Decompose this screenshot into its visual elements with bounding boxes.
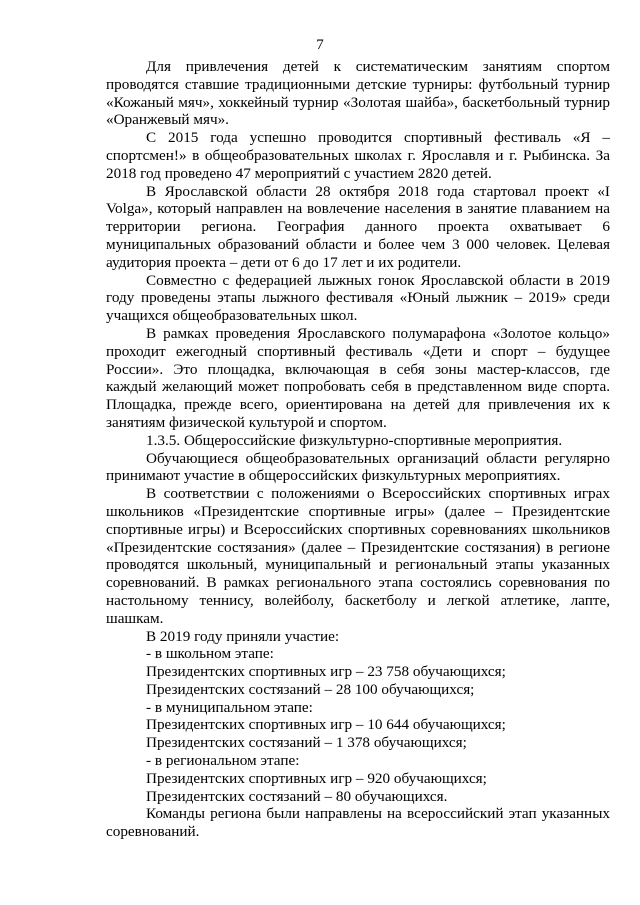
participation-intro: В 2019 году приняли участие: <box>146 627 340 645</box>
list-item: Президентских состязаний – 28 100 обучающихся; <box>146 680 475 698</box>
paragraph-sportsman-festival: С 2015 года успешно проводится спортивный фестиваль «Я – спортсмен!» в общеобразовательных школах г. Ярославля и г. Рыбинска. За 2018 год проведено 47 мероприятий с участием 2820 детей. <box>106 129 610 182</box>
list-item: Президентских спортивных игр – 23 758 обучающихся; <box>146 663 506 681</box>
list-item: Президентских спортивных игр – 10 644 обучающихся; <box>146 716 506 734</box>
paragraph-presidential-games: В соответствии с положениями о Всероссийских спортивных играх школьников «Президентские спортивные игры» (далее – Президентские спортивные игры) и Всероссийских спортивных соревнованиях школьников «Президентские состязания» (далее – Президентские состязания) в регионе проводятся школьный, муниципальный и региональный этапы указанных соревнований. В рамках регионального этапа состоялись соревнования по настольному теннису, волейболу, баскетболу и легкой атлетике, лапте, шашкам. <box>106 485 610 627</box>
list-item: Президентских состязаний – 1 378 обучающихся; <box>146 734 467 752</box>
document-body <box>106 58 610 841</box>
list-item: - в региональном этапе: <box>146 752 300 770</box>
list-item: - в муниципальном этапе: <box>146 698 313 716</box>
paragraph-all-russian-participation: Обучающиеся общеобразовательных организаций области регулярно принимают участие в общероссийских физкультурных мероприятиях. <box>106 449 610 485</box>
page-number: 7 <box>316 37 324 53</box>
section-heading-1-3-5: 1.3.5. Общероссийские физкультурно-спортивные мероприятия. <box>146 431 563 449</box>
list-item: - в школьном этапе: <box>146 645 274 663</box>
paragraph-children-tournaments: Для привлечения детей к систематическим занятиям спортом проводятся ставшие традиционными детские турниры: футбольный турнир «Кожаный мяч», хоккейный турнир «Золотая шайба», баскетбольный турнир «Оранжевый мяч». <box>106 58 610 129</box>
paragraph-closing: Команды региона были направлены на всероссийский этап указанных соревнований. <box>106 805 610 841</box>
paragraph-i-volga-project: В Ярославской области 28 октября 2018 года стартовал проект «I Volga», который направлен на вовлечение населения в занятие плаванием на территории региона. География данного проекта охватывает 6 муниципальных образований области и более чем 3 000 человек. Целевая аудитория проекта – дети от 6 до 17 лет и их родители. <box>106 182 610 271</box>
list-item: Президентских состязаний – 80 обучающихся. <box>146 787 448 805</box>
paragraph-ski-festival: Совместно с федерацией лыжных гонок Ярославской области в 2019 году проведены этапы лыжного фестиваля «Юный лыжник – 2019» среди учащихся общеобразовательных школ. <box>106 271 610 325</box>
paragraph-golden-ring-festival: В рамках проведения Ярославского полумарафона «Золотое кольцо» проходит ежегодный спортивный фестиваль «Дети и спорт – будущее России». Это площадка, включающая в себя зоны мастер-классов, где каждый желающий может попробовать себя в представленном виде спорта. Площадка, прежде всего, ориентирована на детей для привлечения их к занятиям физической культурой и спортом. <box>106 324 610 431</box>
list-item: Президентских спортивных игр – 920 обучающихся; <box>146 769 487 787</box>
